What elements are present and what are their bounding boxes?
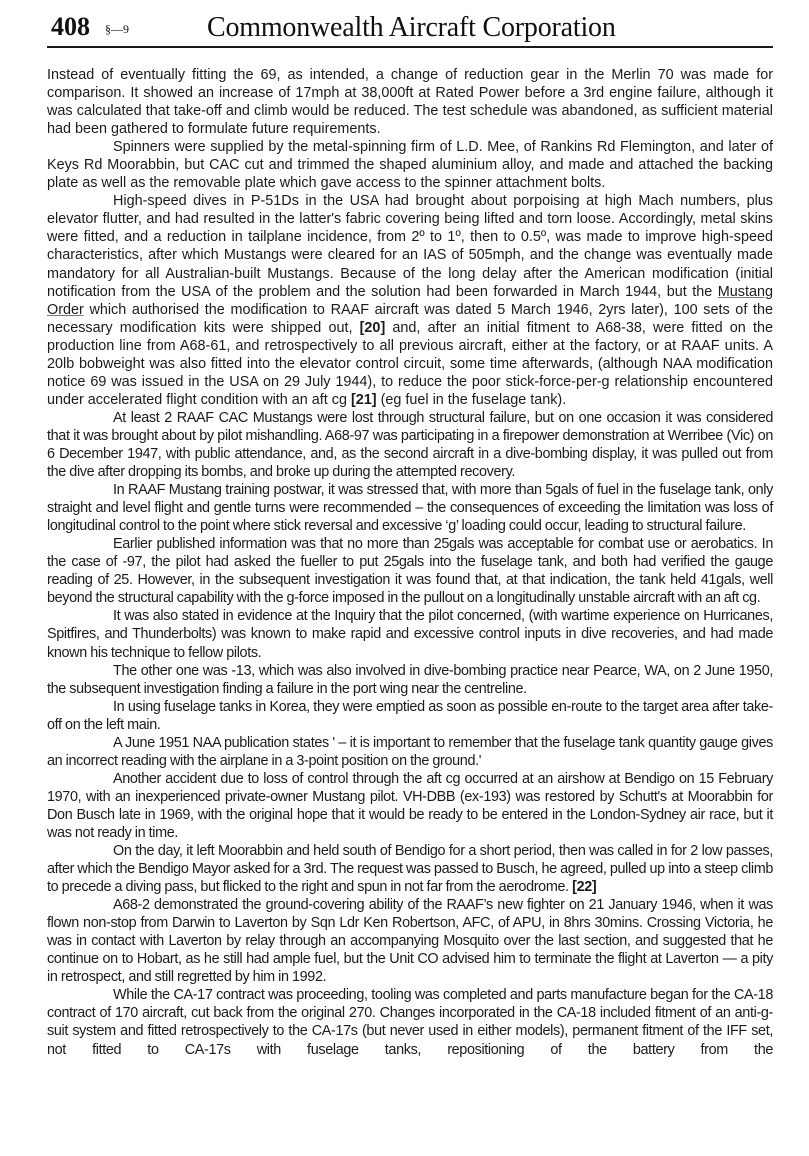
paragraph-text: and, after an initial fitment to A68-38, were fitted on the production line from A68-61, and retrospectively to all previous aircraft, either at the factory, or at RAAF units. A 20lb bobweight was also fitted into the elevator control circuit, some time afterwards, (although NAA modification notice 69 was issued in the USA on 29 July 1944), to reduce the poor stick-force-per-g relationship encountered under accelerated flight condition with an aft cg <box>47 319 773 408</box>
section-mark: §—9 <box>105 22 129 36</box>
reference-marker: [21] <box>351 391 377 408</box>
document-page <box>47 0 773 1059</box>
paragraph <box>47 192 773 409</box>
paragraph: Earlier published information was that no more than 25gals was acceptable for combat use or aerobatics. In the case of -97, the pilot had asked the fueller to put 25gals into the fuselage tank, and both had verified the gauge reading of 25. However, in the subsequent investigation it was found that, at that indication, the tank held 41gals, well beyond the structural capability with the g-force imposed in the pullout on a longitudinally unstable aircraft with an aft cg. <box>47 536 773 607</box>
paragraph: It was also stated in evidence at the Inquiry that the pilot concerned, (with wartime experience on Hurricanes, Spitfires, and Thunderbolts) was known to make rapid and excessive control inputs in dive recoveries, and had made known his technique to fellow pilots. <box>47 608 773 661</box>
page-number: 408 <box>51 12 90 41</box>
paragraph: Another accident due to loss of control through the aft cg occurred at an airshow at Bendigo on 15 February 1970, with an inexperienced private-owner Mustang pilot. VH-DBB (ex-193) was restored by Schutt's at Moorabbin for Don Busch late in 1969, with the original hope that it would be ready to be entered in the London-Sydney air race, but it was not ready in time. <box>47 770 773 841</box>
paragraph-text: On the day, it left Moorabbin and held south of Bendigo for a short period, then was called in for 2 low passes, after which the Bendigo Mayor asked for a 3rd. The request was passed to Busch, he agreed, pulled up into a steep climb to precede a diving pass, but flicked to the right and spun in not far from the aerodrome. <box>47 843 773 896</box>
page-header <box>47 0 773 48</box>
paragraph-text: which authorised the modification to RAAF aircraft was dated 5 March 1946, 2yrs later), 100 sets of the necessary modification kits were shipped out, <box>47 301 773 336</box>
paragraph-text: (eg fuel in the fuselage tank). <box>376 391 567 408</box>
running-title: Commonwealth Aircraft Corporation <box>207 12 616 43</box>
paragraph: A68-2 demonstrated the ground-covering ability of the RAAF’s new fighter on 21 January 1946, when it was flown non-stop from Darwin to Laverton by Sqn Ldr Ken Robertson, AFC, of APU, in 8hrs 30mins. Crossing Victoria, he was in contact with Laverton by relay through an accompanying Mosquito over the last section, and suggested that he continue on to Hobart, as he still had ample fuel, but the Unit CO advised him to terminate the flight at Laverton — a pity in retrospect, and still regretted by him in 1992. <box>47 897 773 986</box>
paragraph: In RAAF Mustang training postwar, it was stressed that, with more than 5gals of fuel in the fuselage tank, only straight and level flight and gentle turns were recommended – the consequences of exceeding the limitation was loss of longitudinal control to the point where stick reversal and excessive ‘g’ loading could occur, leading to structural failure. <box>47 482 773 535</box>
paragraph: At least 2 RAAF CAC Mustangs were lost through structural failure, but on one occasion it was considered that it was brought about by pilot mishandling. A68-97 was participating in a firepower demonstration at Werribee (Vic) on 6 December 1947, with public attendance, and, as the second aircraft in a dive-bombing display, it was pulled out from the dive after dropping its bombs, and broke up during the attempted recovery. <box>47 409 773 481</box>
paragraph-text: High-speed dives in P-51Ds in the USA had brought about porpoising at high Mach numbers, plus elevator flutter, and had resulted in the latter's fabric covering being lifted and torn loose. Accordingly, metal skins were fitted, and a reduction in tailplane incidence, from 2º to 1º, then to 0.5º, was made to improve high-speed characteristics, after which Mustangs were cleared for an IAS of 505mph, and the change was eventually made mandatory for all Australian-built Mustangs. Because of the long delay after the American modification (initial notification from the USA of the problem and the solution had been forwarded in March 1944, but the <box>47 193 773 300</box>
reference-marker: [20] <box>359 319 386 336</box>
body-text <box>47 66 773 1059</box>
paragraph: In using fuselage tanks in Korea, they were emptied as soon as possible en-route to the target area after take-off on the left main. <box>47 698 773 733</box>
paragraph: The other one was -13, which was also involved in dive-bombing practice near Pearce, WA, on 2 June 1950, the subsequent investigation finding a failure in the port wing near the centreline. <box>47 662 773 697</box>
paragraph: A June 1951 NAA publication states ' – it is important to remember that the fuselage tank quantity gauge gives an incorrect reading with the airplane in a 3-point position on the ground.' <box>47 734 773 769</box>
reference-marker: [22] <box>572 879 597 896</box>
paragraph <box>47 842 773 896</box>
mustang-order-link[interactable]: Mustang Order <box>47 283 773 318</box>
paragraph: While the CA-17 contract was proceeding, tooling was completed and parts manufacture began for the CA-18 contract of 170 aircraft, cut back from the original 270. Changes incorporated in the CA-18 included fitment of an anti-g-suit system and fitted retrospectively to the CA-17s (but never used in either models), permanent fitment of the IFF set, not fitted to CA-17s with fuselage tanks, repositioning of the battery from the <box>47 987 773 1058</box>
paragraph: Instead of eventually fitting the 69, as intended, a change of reduction gear in the Merlin 70 was made for comparison. It showed an increase of 17mph at 38,000ft at Rated Power before a 3rd engine failure, although it was calculated that take-off and climb would be reduced. The test schedule was abandoned, as sufficient material had been gathered to formulate future requirements. <box>47 67 773 138</box>
paragraph: Spinners were supplied by the metal-spinning firm of L.D. Mee, of Rankins Rd Flemington, and later of Keys Rd Moorabbin, but CAC cut and trimmed the shaped aluminium alloy, and made and attached the backing plate as well as the removable plate which gave access to the spinner attachment bolts. <box>47 139 773 192</box>
